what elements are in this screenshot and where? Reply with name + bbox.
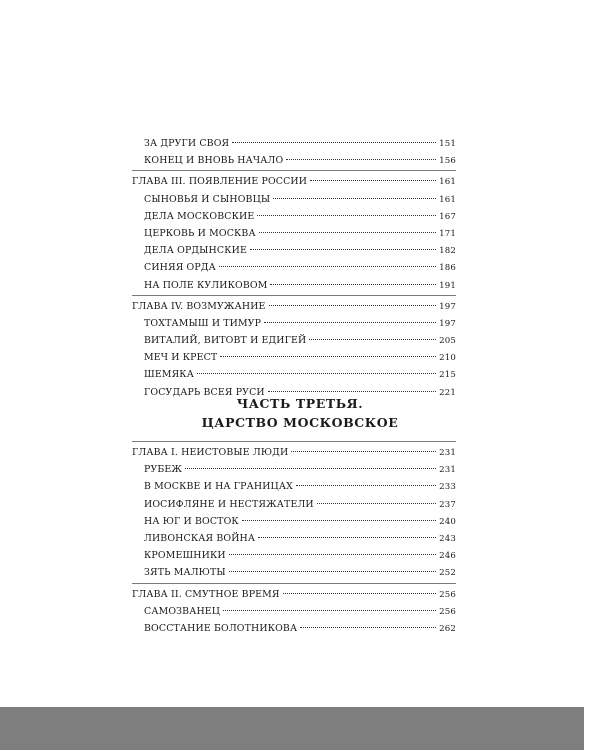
leader-dots: [309, 339, 436, 340]
leader-dots: [250, 249, 436, 250]
toc-entry-page: 215: [439, 370, 456, 381]
toc-entry-page: 182: [439, 246, 456, 257]
leader-dots: [286, 159, 436, 160]
leader-dots: [270, 284, 436, 285]
toc-entry[interactable]: [132, 530, 456, 547]
toc-entry[interactable]: [132, 135, 456, 152]
toc-entry[interactable]: [132, 208, 456, 225]
toc-chapter-page: 197: [439, 301, 456, 312]
toc-entry-label: КОНЕЦ И ВНОВЬ НАЧАЛО: [144, 155, 284, 167]
toc-entry-page: 262: [439, 623, 456, 634]
toc-entry[interactable]: [132, 225, 456, 242]
toc-entry-page: 210: [439, 353, 456, 364]
toc-entry-page: 205: [439, 336, 456, 347]
toc-entry[interactable]: [132, 191, 456, 208]
leader-dots: [242, 520, 436, 521]
part-heading-line1: ЧАСТЬ ТРЕТЬЯ.: [236, 396, 364, 411]
leader-dots: [185, 468, 436, 469]
leader-dots: [257, 215, 436, 216]
leader-dots: [317, 503, 436, 504]
toc-entry-label: В МОСКВЕ И НА ГРАНИЦАХ: [144, 481, 293, 493]
leader-dots: [197, 373, 436, 374]
toc-entry-label: ВОССТАНИЕ БОЛОТНИКОВА: [144, 622, 298, 634]
toc-entry[interactable]: [132, 349, 456, 366]
toc-entry-label: СИНЯЯ ОРДА: [144, 262, 216, 274]
leader-dots: [291, 451, 436, 452]
toc-entry-page: 237: [439, 499, 456, 510]
leader-dots: [220, 356, 436, 357]
toc-entry-page: 233: [439, 482, 456, 493]
leader-dots: [229, 554, 436, 555]
toc-entry-page: 186: [439, 263, 456, 274]
leader-dots: [223, 610, 436, 611]
divider: [132, 170, 456, 171]
toc-entry-page: 240: [439, 516, 456, 527]
divider: [132, 441, 456, 442]
part-heading-line2: ЦАРСТВО МОСКОВСКОЕ: [201, 415, 399, 430]
toc-entry-label: ТОХТАМЫШ И ТИМУР: [144, 317, 262, 329]
toc-entry-page: 156: [439, 156, 456, 167]
toc-entry-page: 252: [439, 568, 456, 579]
toc-chapter-page: 231: [439, 448, 456, 458]
toc-chapter-label: ГЛАВА I. НЕИСТОВЫЕ ЛЮДИ: [132, 447, 289, 458]
toc-entry-label: МЕЧ И КРЕСТ: [144, 352, 218, 364]
toc-entry-page: 171: [439, 228, 456, 239]
scan-bottom-shadow: [0, 707, 584, 750]
toc-part2-tail: [132, 135, 456, 401]
toc-entry[interactable]: [132, 315, 456, 332]
toc-entry[interactable]: [132, 461, 456, 478]
leader-dots: [264, 322, 436, 323]
toc-entry-label: ГОСУДАРЬ ВСЕЯ РУСИ: [144, 386, 265, 398]
toc-entry[interactable]: [132, 366, 456, 383]
leader-dots: [310, 180, 436, 181]
toc-entry[interactable]: [132, 332, 456, 349]
page-edge: [584, 707, 600, 750]
leader-dots: [273, 198, 436, 199]
toc-entry-page: 231: [439, 465, 456, 476]
toc-chapter-page: 161: [439, 177, 456, 188]
leader-dots: [300, 627, 436, 628]
toc-entry-label: ЗЯТЬ МАЛЮТЫ: [144, 567, 226, 579]
toc-entry[interactable]: [132, 547, 456, 564]
leader-dots: [259, 232, 436, 233]
toc-entry-page: 151: [439, 139, 456, 149]
toc-entry-label: ДЕЛА ОРДЫНСКИЕ: [144, 245, 247, 257]
toc-entry[interactable]: [132, 259, 456, 276]
leader-dots: [232, 142, 436, 143]
toc-entry[interactable]: [132, 620, 456, 637]
toc-entry-label: СЫНОВЬЯ И СЫНОВЦЫ: [144, 193, 271, 205]
leader-dots: [219, 266, 436, 267]
toc-entry-label: САМОЗВАНЕЦ: [144, 605, 221, 617]
toc-chapter-entry[interactable]: [132, 173, 456, 190]
toc-entry[interactable]: [132, 152, 456, 169]
toc-chapter-entry[interactable]: [132, 298, 456, 315]
toc-entry-page: 256: [439, 606, 456, 617]
toc-chapter-label: ГЛАВА IV. ВОЗМУЖАНИЕ: [132, 300, 266, 312]
toc-entry-label: ДЕЛА МОСКОВСКИЕ: [144, 210, 255, 222]
toc-entry[interactable]: [132, 603, 456, 620]
toc-part3: [132, 440, 456, 637]
toc-entry[interactable]: [132, 513, 456, 530]
toc-entry[interactable]: [132, 564, 456, 581]
toc-entry-label: НА ЮГ И ВОСТОК: [144, 515, 239, 527]
toc-chapter-entry[interactable]: [132, 444, 456, 461]
toc-entry[interactable]: [132, 478, 456, 495]
toc-entry-label: ЛИВОНСКАЯ ВОЙНА: [144, 532, 256, 544]
leader-dots: [296, 485, 436, 486]
toc-chapter-entry[interactable]: [132, 586, 456, 603]
divider: [132, 295, 456, 296]
divider: [132, 583, 456, 584]
leader-dots: [269, 305, 437, 306]
leader-dots: [268, 391, 436, 392]
toc-entry-label: ИОСИФЛЯНЕ И НЕСТЯЖАТЕЛИ: [144, 498, 314, 510]
toc-chapter-label: ГЛАВА II. СМУТНОЕ ВРЕМЯ: [132, 588, 280, 600]
toc-chapter-page: 256: [439, 589, 456, 600]
toc-entry[interactable]: [132, 496, 456, 513]
toc-entry-page: 197: [439, 318, 456, 329]
toc-entry-label: ВИТАЛИЙ, ВИТОВТ И ЕДИГЕЙ: [144, 335, 307, 347]
toc-entry-label: НА ПОЛЕ КУЛИКОВОМ: [144, 279, 268, 291]
toc-entry-label: ШЕМЯКА: [144, 369, 194, 381]
toc-entry-page: 246: [439, 551, 456, 562]
toc-entry[interactable]: [132, 277, 456, 294]
toc-entry-label: ЗА ДРУГИ СВОЯ: [144, 138, 230, 149]
toc-chapter-label: ГЛАВА III. ПОЯВЛЕНИЕ РОССИИ: [132, 176, 308, 188]
toc-entry-label: РУБЕЖ: [144, 464, 183, 476]
leader-dots: [283, 593, 437, 594]
leader-dots: [258, 537, 436, 538]
toc-entry-page: 167: [439, 211, 456, 222]
toc-entry[interactable]: [132, 242, 456, 259]
leader-dots: [229, 571, 436, 572]
toc-entry-page: 191: [439, 280, 456, 291]
toc-entry-label: КРОМЕШНИКИ: [144, 550, 226, 562]
toc-entry-label: ЦЕРКОВЬ И МОСКВА: [144, 227, 256, 239]
toc-entry-page: 243: [439, 533, 456, 544]
toc-entry-page: 161: [439, 194, 456, 205]
toc-entry-page: 221: [439, 387, 456, 398]
